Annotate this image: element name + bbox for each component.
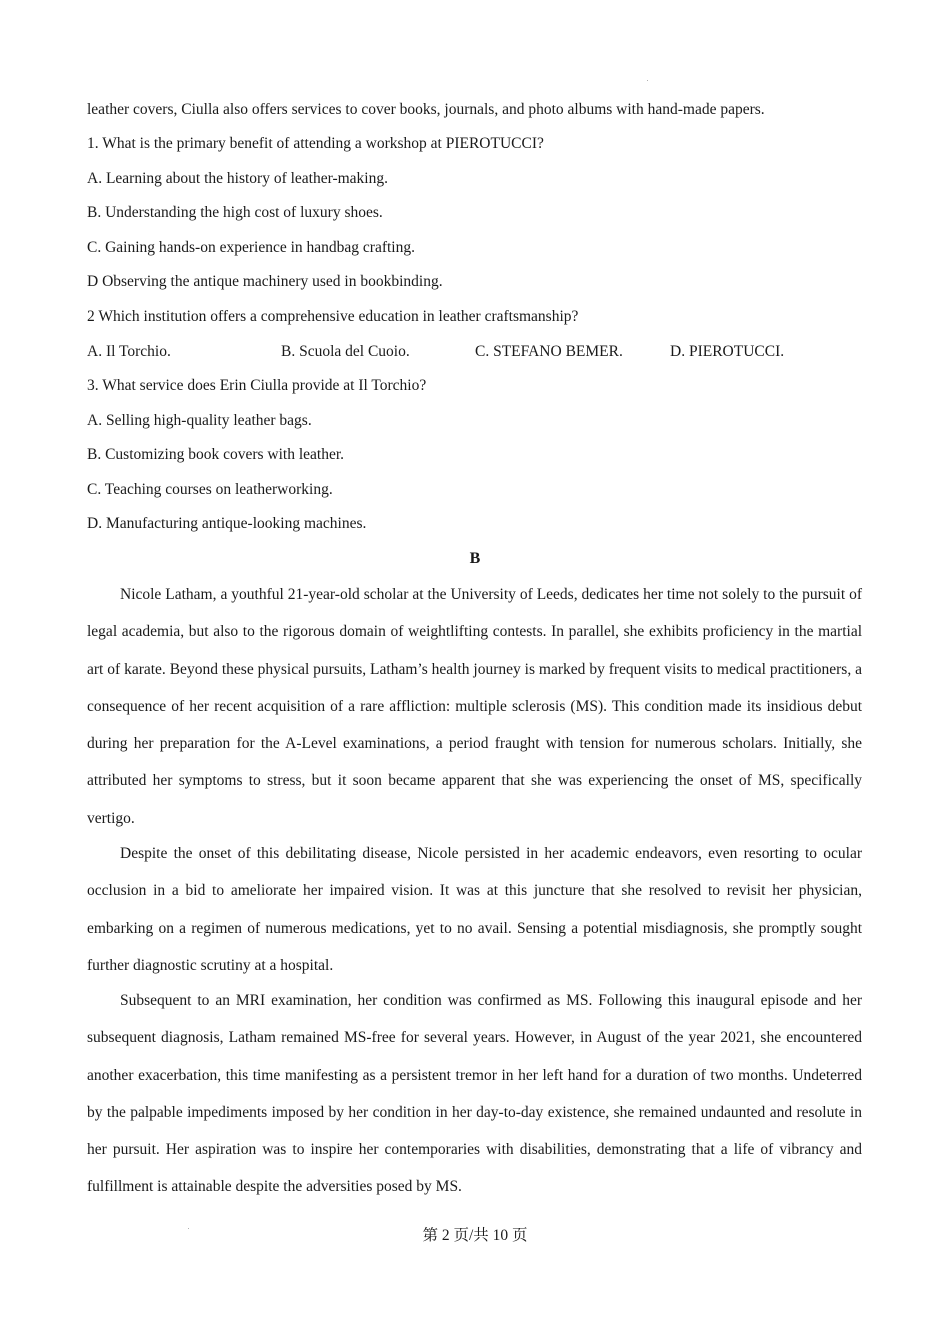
question-2-option-d: D. PIEROTUCCI. (670, 343, 785, 360)
question-3-stem: 3. What service does Erin Ciulla provide at Il Torchio? (87, 377, 427, 394)
question-3-option-b: B. Customizing book covers with leather. (87, 446, 345, 463)
question-1-option-b: B. Understanding the high cost of luxury shoes. (87, 204, 383, 221)
question-3-option-d: D. Manufacturing antique-looking machines. (87, 515, 367, 532)
question-2-option-c: C. STEFANO BEMER. (475, 343, 623, 360)
scan-speck (647, 80, 648, 81)
page-number-footer: 第 2 页/共 10 页 (422, 1227, 528, 1244)
question-2-stem: 2 Which institution offers a comprehensive education in leather craftsmanship? (87, 308, 579, 325)
question-1-stem: 1. What is the primary benefit of attending a workshop at PIEROTUCCI? (87, 135, 544, 152)
question-2-options (87, 342, 847, 362)
section-b-paragraph-3: Subsequent to an MRI examination, her condition was confirmed as MS. Following this inaugural episode and her subsequent diagnosis, Latham remained MS-free for several years. However, in August of the year 2021, she encountered another exacerbation, this time manifesting as a persistent tremor in her left hand for a duration of two months. Undeterred by the palpable impediments imposed by her condition in her day-to-day existence, she remained undaunted and resolute in her pursuit. Her aspiration was to inspire her contemporaries with disabilities, demonstrating that a life of vibrancy and fulfillment is attainable despite the adversities posed by MS. (87, 992, 862, 1196)
question-2-option-b: B. Scuola del Cuoio. (281, 343, 410, 360)
question-3-option-c: C. Teaching courses on leatherworking. (87, 481, 333, 498)
passage-a-tail: leather covers, Ciulla also offers services to cover books, journals, and photo albums with hand-made papers. (87, 101, 765, 118)
question-1-option-a: A. Learning about the history of leather-making. (87, 170, 388, 187)
section-b-paragraph-1: Nicole Latham, a youthful 21-year-old scholar at the University of Leeds, dedicates her time not solely to the pursuit of legal academia, but also to the rigorous domain of weightlifting contests. In parallel, she exhibits proficiency in the martial art of karate. Beyond these physical pursuits, Latham’s health journey is marked by frequent visits to medical practitioners, a consequence of her recent acquisition of a rare affliction: multiple sclerosis (MS). This condition made its insidious debut during her preparation for the A-Level examinations, a period fraught with tension for numerous scholars. Initially, she attributed her symptoms to stress, but it soon became apparent that she was experiencing the onset of MS, specifically vertigo. (87, 586, 862, 827)
section-b-paragraph-2: Despite the onset of this debilitating disease, Nicole persisted in her academic endeavors, even resorting to ocular occlusion in a bid to ameliorate her impaired vision. It was at this juncture that she resolved to revisit her physician, embarking on a regimen of numerous medications, yet to no avail. Sensing a potential misdiagnosis, she promptly sought further diagnostic scrutiny at a hospital. (87, 845, 862, 974)
question-3-option-a: A. Selling high-quality leather bags. (87, 412, 312, 429)
question-2-option-a: A. Il Torchio. (87, 343, 171, 360)
section-b-heading: B (469, 550, 481, 567)
question-1-option-d: D Observing the antique machinery used in bookbinding. (87, 273, 443, 290)
question-1-option-c: C. Gaining hands-on experience in handbag crafting. (87, 239, 415, 256)
